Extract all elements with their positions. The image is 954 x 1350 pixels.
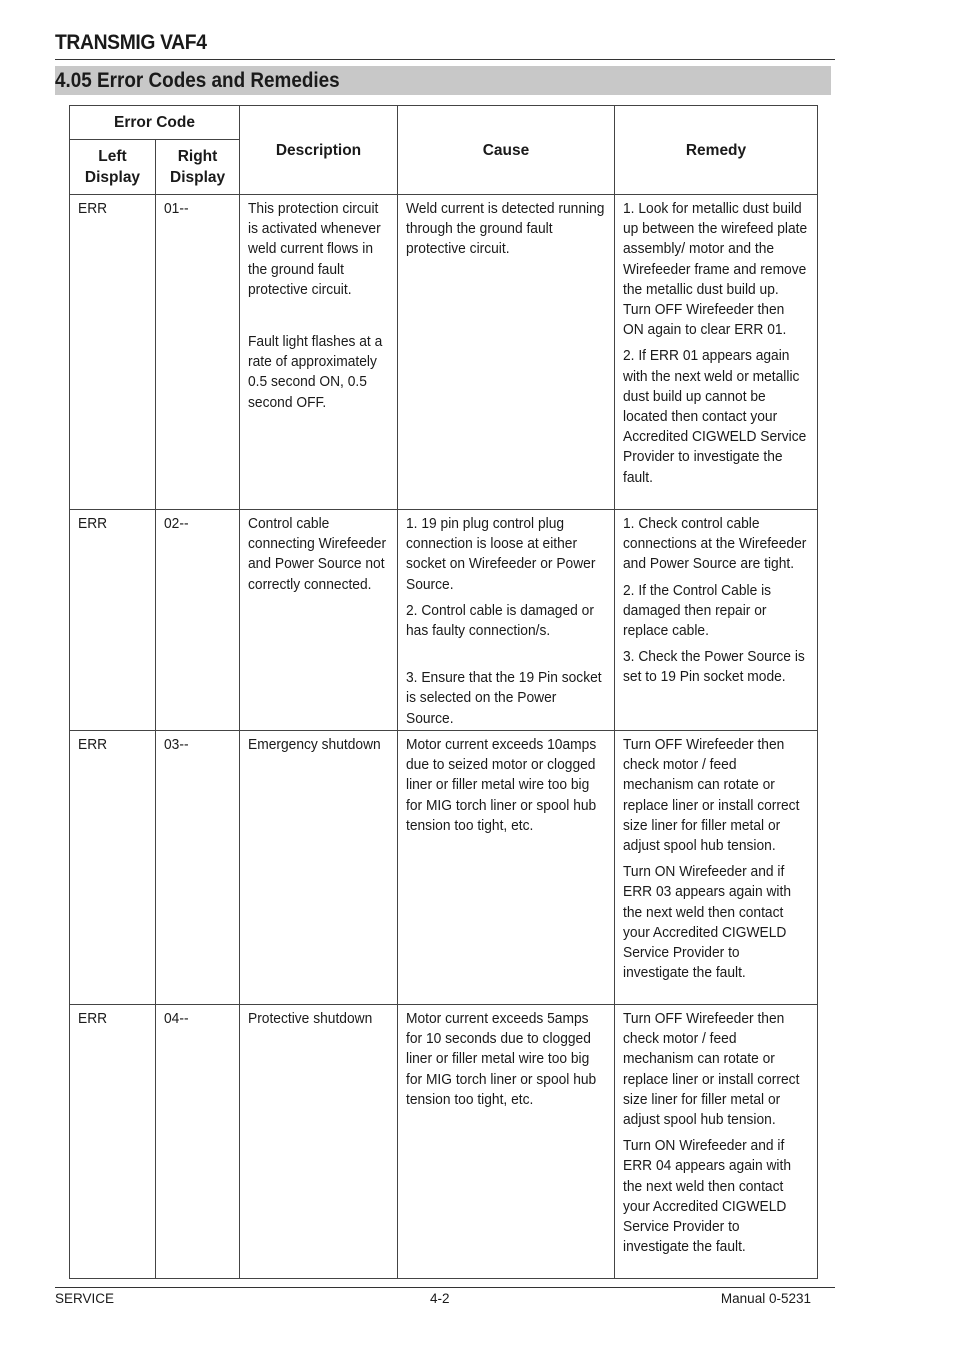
left-display-cell: ERR [70,1005,156,1279]
header-remedy: Remedy [615,106,818,195]
cause-cell [398,195,615,510]
header-cause: Cause [398,106,615,195]
remedy-cell [615,731,818,1005]
remedy-text: 1. Check control cable connections at the Wirefeeder and Power Source are tight. [623,515,807,573]
remedy-text: Turn ON Wirefeeder and if ERR 04 appears again with the next weld then contact your Accredited CIGWELD Service Provider to investigate the fault. [623,1137,792,1256]
remedy-text: Turn OFF Wirefeeder then check motor / feed mechanism can rotate or replace liner or install correct size liner for filler metal or adjust spool hub tension. [623,1010,800,1129]
document-title: TRANSMIG VAF4 [55,31,207,54]
footer-section-label: SERVICE [55,1291,115,1306]
remedy-cell [615,510,818,731]
cause-text: Weld current is detected running through the ground fault protective circuit. [406,200,605,258]
right-display-cell: 04-- [156,1005,240,1279]
header-error-code: Error Code [70,106,240,140]
remedy-cell [615,1005,818,1279]
description-text: Fault light flashes at a rate of approximately 0.5 second ON, 0.5 second OFF. [248,333,383,411]
cause-text: 3. Ensure that the 19 Pin socket is selected on the Power Source. [406,669,602,727]
description-text: Control cable connecting Wirefeeder and Power Source not correctly connected. [248,515,387,593]
description-text: This protection circuit is activated whenever weld current flows in the ground fault protective circuit. [248,200,381,298]
title-divider [55,59,835,60]
remedy-text: Turn ON Wirefeeder and if ERR 03 appears again with the next weld then contact your Accredited CIGWELD Service Provider to investigate the fault. [623,863,792,982]
description-text: Emergency shutdown [248,736,381,753]
table-row [70,731,818,1005]
section-heading: 4.05 Error Codes and Remedies [55,69,340,92]
table-row [70,1005,818,1279]
remedy-text: 1. Look for metallic dust build up between the wirefeed plate assembly/ motor and the Wirefeeder frame and remove the metallic dust build up. Turn OFF Wirefeeder then ON again to clear ERR 01. [623,200,808,339]
header-description: Description [240,106,398,195]
right-display-cell: 01-- [156,195,240,510]
description-cell [240,510,398,731]
right-display-cell: 02-- [156,510,240,731]
cause-cell [398,731,615,1005]
error-codes-table [69,105,818,1279]
section-heading-bar [55,66,831,95]
remedy-text: 2. If ERR 01 appears again with the next weld or metallic dust build up cannot be located then contact your Accredited CIGWELD Service Provider to investigate the fault. [623,347,807,486]
table-row [70,510,818,731]
cause-text: 1. 19 pin plug control plug connection is loose at either socket on Wirefeeder or Power Source. [406,515,596,593]
right-display-cell: 03-- [156,731,240,1005]
remedy-text: Turn OFF Wirefeeder then check motor / feed mechanism can rotate or replace liner or install correct size liner for filler metal or adjust spool hub tension. [623,736,800,855]
left-display-cell: ERR [70,195,156,510]
header-right-display: Right Display [156,140,240,195]
table-row [70,195,818,510]
description-cell [240,1005,398,1279]
footer-manual-number: Manual 0-5231 [720,1291,811,1306]
cause-text: Motor current exceeds 5amps for 10 seconds due to clogged liner or filler metal wire too big for MIG torch liner or spool hub tension too tight, etc. [406,1010,597,1108]
description-cell [240,195,398,510]
remedy-cell [615,195,818,510]
remedy-text: 2. If the Control Cable is damaged then repair or replace cable. [623,581,772,640]
cause-cell [398,1005,615,1279]
cause-cell [398,510,615,731]
header-left-display: Left Display [70,140,156,195]
remedy-text: 3. Check the Power Source is set to 19 Pin socket mode. [623,648,805,686]
cause-text: Motor current exceeds 10amps due to seized motor or clogged liner or filler metal wire too big for MIG torch liner or spool hub tension too tight, etc. [406,736,597,834]
cause-text: 2. Control cable is damaged or has faulty connection/s. [406,601,594,640]
description-text: Protective shutdown [248,1010,373,1027]
footer-divider [55,1287,835,1288]
footer-page-number: 4-2 [430,1291,450,1306]
left-display-cell: ERR [70,731,156,1005]
description-cell [240,731,398,1005]
left-display-cell: ERR [70,510,156,731]
